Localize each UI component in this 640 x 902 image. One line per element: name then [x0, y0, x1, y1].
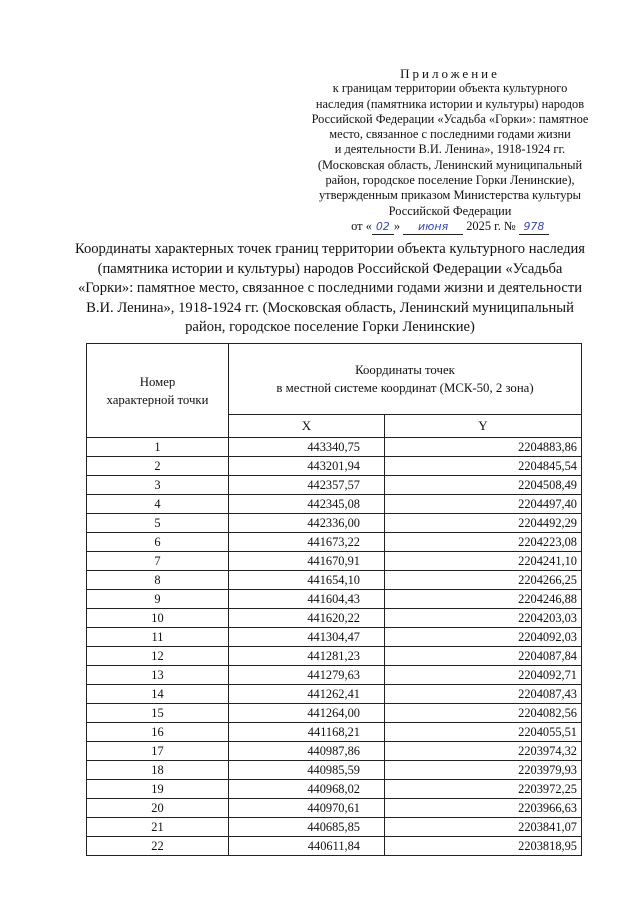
header-point-line1: Номер: [139, 374, 176, 389]
x-coordinate-cell: 440685,85: [229, 818, 385, 837]
appendix-line: место, связанное с последними годами жизни: [329, 127, 571, 142]
table-row: [87, 647, 582, 666]
table-row: [87, 761, 582, 780]
header-coords-line2: в местной системе координат (МСК-50, 2 зона): [276, 381, 534, 395]
title-line: Координаты характерных точек границ территории объекта культурного наследия: [74, 241, 586, 257]
order-number-field: [519, 219, 549, 235]
x-coordinate-cell: 443340,75: [229, 438, 385, 457]
table-row: [87, 476, 582, 495]
appendix-heading: Приложение: [400, 66, 500, 81]
date-day-field: [372, 219, 394, 235]
appendix-line: район, городское поселение Горки Ленинские),: [325, 173, 575, 188]
header-coords-line1: Координаты точек: [355, 363, 455, 377]
appendix-block: [300, 66, 600, 235]
date-year-label: 2025 г. №: [466, 218, 516, 233]
y-coordinate-cell: 2203974,32: [385, 742, 582, 761]
table-row: [87, 628, 582, 647]
point-number-cell: 9: [87, 590, 229, 609]
x-coordinate-cell: 440968,02: [229, 780, 385, 799]
x-coordinate-cell: 441281,23: [229, 647, 385, 666]
header-point-number: [87, 344, 229, 438]
appendix-line: Российской Федерации «Усадьба «Горки»: памятное: [311, 111, 589, 126]
point-number-cell: 22: [87, 837, 229, 856]
title-line: В.И. Ленина», 1918-1924 гг. (Московская область, Ленинский муниципальный: [86, 299, 574, 316]
table-row: [87, 533, 582, 552]
table-row: [87, 514, 582, 533]
x-coordinate-cell: 441264,00: [229, 704, 385, 723]
x-coordinate-cell: 442357,57: [229, 476, 385, 495]
x-coordinate-cell: 440985,59: [229, 761, 385, 780]
x-coordinate-cell: 440611,84: [229, 837, 385, 856]
y-coordinate-cell: 2204508,49: [385, 476, 582, 495]
table-row: [87, 552, 582, 571]
point-number-cell: 20: [87, 799, 229, 818]
table-row: [87, 495, 582, 514]
x-coordinate-cell: 441620,22: [229, 609, 385, 628]
y-coordinate-cell: 2204092,03: [385, 628, 582, 647]
appendix-line: Российской Федерации: [388, 203, 512, 218]
x-coordinate-cell: 440970,61: [229, 799, 385, 818]
point-number-cell: 19: [87, 780, 229, 799]
y-coordinate-cell: 2204223,08: [385, 533, 582, 552]
x-coordinate-cell: 441279,63: [229, 666, 385, 685]
point-number-cell: 8: [87, 571, 229, 590]
point-number-cell: 21: [87, 818, 229, 837]
table-row: [87, 438, 582, 457]
point-number-cell: 17: [87, 742, 229, 761]
title-line: «Горки»: памятное место, связанное с последними годами жизни и деятельности: [77, 280, 583, 296]
point-number-cell: 11: [87, 628, 229, 647]
date-day-handwritten: 02: [375, 219, 390, 233]
table-row: [87, 571, 582, 590]
date-prefix: от «: [351, 218, 372, 233]
x-coordinate-cell: 441673,22: [229, 533, 385, 552]
x-coordinate-cell: 441654,10: [229, 571, 385, 590]
header-point-line2: характерной точки: [106, 392, 209, 407]
y-coordinate-cell: 2203818,95: [385, 837, 582, 856]
point-number-cell: 13: [87, 666, 229, 685]
order-number-handwritten: 978: [523, 219, 545, 233]
point-number-cell: 2: [87, 457, 229, 476]
y-coordinate-cell: 2203966,63: [385, 799, 582, 818]
point-number-cell: 4: [87, 495, 229, 514]
date-month-field: [403, 219, 463, 235]
y-coordinate-cell: 2203972,25: [385, 780, 582, 799]
header-coordinates: [229, 344, 582, 415]
table-row: [87, 609, 582, 628]
y-coordinate-cell: 2204203,03: [385, 609, 582, 628]
table-row: [87, 837, 582, 856]
y-coordinate-cell: 2204055,51: [385, 723, 582, 742]
y-coordinate-cell: 2204246,88: [385, 590, 582, 609]
x-coordinate-cell: 443201,94: [229, 457, 385, 476]
appendix-line: утвержденным приказом Министерства культуры: [318, 188, 582, 203]
table-row: [87, 799, 582, 818]
appendix-line: и деятельности В.И. Ленина», 1918-1924 гг.: [334, 142, 566, 157]
y-coordinate-cell: 2204082,56: [385, 704, 582, 723]
point-number-cell: 15: [87, 704, 229, 723]
date-month-handwritten: июня: [418, 219, 449, 233]
title-line: (памятника истории и культуры) народов Российской Федерации «Усадьба: [97, 260, 563, 277]
x-coordinate-cell: 441670,91: [229, 552, 385, 571]
x-coordinate-cell: 440987,86: [229, 742, 385, 761]
y-coordinate-cell: 2204092,71: [385, 666, 582, 685]
y-coordinate-cell: 2203979,93: [385, 761, 582, 780]
appendix-line: наследия (памятника истории и культуры) народов: [315, 96, 585, 111]
x-coordinate-cell: 442345,08: [229, 495, 385, 514]
table-body: [87, 438, 582, 856]
point-number-cell: 7: [87, 552, 229, 571]
point-number-cell: 12: [87, 647, 229, 666]
table-row: [87, 457, 582, 476]
table-row: [87, 742, 582, 761]
y-coordinate-cell: 2204497,40: [385, 495, 582, 514]
point-number-cell: 3: [87, 476, 229, 495]
table-row: [87, 704, 582, 723]
appendix-line: к границам территории объекта культурного: [332, 81, 568, 96]
table-row: [87, 723, 582, 742]
point-number-cell: 14: [87, 685, 229, 704]
y-coordinate-cell: 2204241,10: [385, 552, 582, 571]
table-row: [87, 666, 582, 685]
x-coordinate-cell: 442336,00: [229, 514, 385, 533]
point-number-cell: 6: [87, 533, 229, 552]
coordinates-table: [86, 343, 582, 856]
y-coordinate-cell: 2204492,29: [385, 514, 582, 533]
point-number-cell: 18: [87, 761, 229, 780]
header-y: Y: [385, 415, 582, 438]
y-coordinate-cell: 2204087,43: [385, 685, 582, 704]
point-number-cell: 1: [87, 438, 229, 457]
x-coordinate-cell: 441262,41: [229, 685, 385, 704]
point-number-cell: 16: [87, 723, 229, 742]
appendix-line: (Московская область, Ленинский муниципальный: [317, 157, 583, 172]
order-date-line: [300, 219, 600, 235]
document-title: [40, 240, 620, 338]
y-coordinate-cell: 2204845,54: [385, 457, 582, 476]
table-row: [87, 590, 582, 609]
y-coordinate-cell: 2204883,86: [385, 438, 582, 457]
x-coordinate-cell: 441304,47: [229, 628, 385, 647]
y-coordinate-cell: 2204087,84: [385, 647, 582, 666]
table-row: [87, 818, 582, 837]
y-coordinate-cell: 2204266,25: [385, 571, 582, 590]
x-coordinate-cell: 441168,21: [229, 723, 385, 742]
title-line: район, городское поселение Горки Ленинские): [185, 319, 475, 335]
header-x: X: [229, 415, 385, 438]
y-coordinate-cell: 2203841,07: [385, 818, 582, 837]
point-number-cell: 10: [87, 609, 229, 628]
x-coordinate-cell: 441604,43: [229, 590, 385, 609]
table-row: [87, 780, 582, 799]
date-mid: »: [393, 218, 401, 233]
table-row: [87, 685, 582, 704]
point-number-cell: 5: [87, 514, 229, 533]
